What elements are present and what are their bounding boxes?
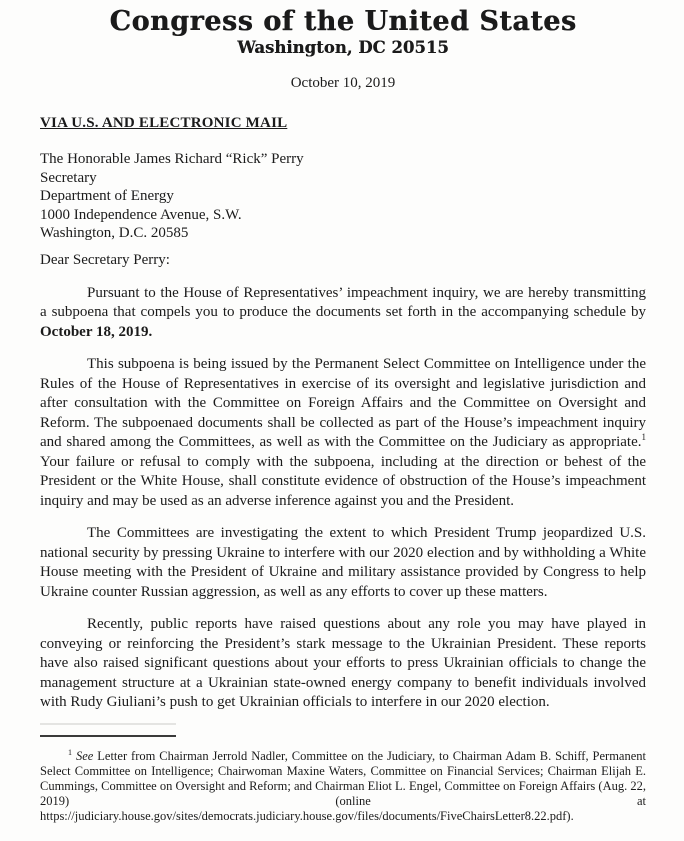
recipient-name: The Honorable James Richard “Rick” Perry	[40, 151, 304, 168]
paragraph-2-text-before-note: This subpoena is being issued by the Permanent Select Committee on Intelligence under the Rules of the House of Representatives in exercise of its oversight and legislative jurisdiction and after consultation with the Committee on Foreign Affairs and the Committee on Oversight and Reform. The subpoenaed documents shall be collected as part of the House’s impeachment inquiry and shared among the Committees, as well as with the Committee on the Judiciary as appropriate.	[40, 356, 646, 451]
delivery-method-line: VIA U.S. AND ELECTRONIC MAIL	[40, 115, 288, 132]
letterhead-title: Congress of the United States	[109, 6, 577, 37]
letterhead	[40, 6, 646, 58]
paragraph-public-reports: Recently, public reports have raised questions about any role you may have played in conveying or reinforcing the President’s stark message to the Ukrainian President. These reports have also raised significant questions about your efforts to press Ukrainian officials to change the management structure at a Ukrainian state-owned energy company to benefit individuals involved with Rudy Giuliani’s push to get Ukrainian officials to interfere in our 2020 election.	[40, 616, 646, 711]
footnote-reference-marker: 1	[641, 432, 646, 443]
recipient-title: Secretary	[40, 169, 97, 186]
footnote-separator-ghost	[40, 723, 176, 725]
footnote	[40, 749, 646, 825]
recipient-city: Washington, D.C. 20585	[40, 225, 189, 242]
letterhead-subtitle: Washington, DC 20515	[237, 38, 449, 58]
footnote-marker: 1	[68, 747, 72, 757]
recipient-department: Department of Energy	[40, 188, 174, 205]
deadline-date-bold: October 18, 2019.	[40, 323, 153, 340]
recipient-street: 1000 Independence Avenue, S.W.	[40, 206, 242, 223]
footnote-text: Letter from Chairman Jerrold Nadler, Committee on the Judiciary, to Chairman Adam B. Schiff, Permanent Select Committee on Intelligence; Chairwoman Maxine Waters, Committee on Financial Services; Chairman Elijah E. Cummings, Committee on Oversight and Reform; and Chairman Eliot L. Engel, Committee on Foreign Affairs (Aug. 22, 2019) (online at https://judiciary.house.gov/sites/democrats.judiciary.house.gov/files/documents/FiveChairsLetter8.22.pdf).	[40, 748, 646, 824]
recipient-address-block	[40, 150, 646, 243]
footnote-separator-rule	[40, 735, 176, 737]
paragraph-subpoena-authority	[40, 355, 646, 511]
paragraph-subpoena-transmittal	[40, 284, 646, 343]
paragraph-1-text: Pursuant to the House of Representatives’ impeachment inquiry, we are hereby transmitting a subpoena that compels you to produce the documents set forth in the accompanying schedule by	[40, 284, 646, 321]
date-line: October 10, 2019	[290, 75, 396, 92]
salutation: Dear Secretary Perry:	[40, 251, 170, 268]
paragraph-investigation-scope: The Committees are investigating the extent to which President Trump jeopardized U.S. national security by pressing Ukraine to interfere with our 2020 election and by withholding a White House meeting with the President of Ukraine and military assistance provided by Congress to help Ukraine counter Russian aggression, as well as any efforts to cover up these matters.	[40, 525, 646, 600]
paragraph-2-text-after-note: Your failure or refusal to comply with the subpoena, including at the direction or behest of the President or the White House, shall constitute evidence of obstruction of the House’s impeachment inquiry and may be used as an adverse inference against you and the President.	[40, 453, 646, 509]
footnote-see-italic: See	[75, 748, 94, 763]
